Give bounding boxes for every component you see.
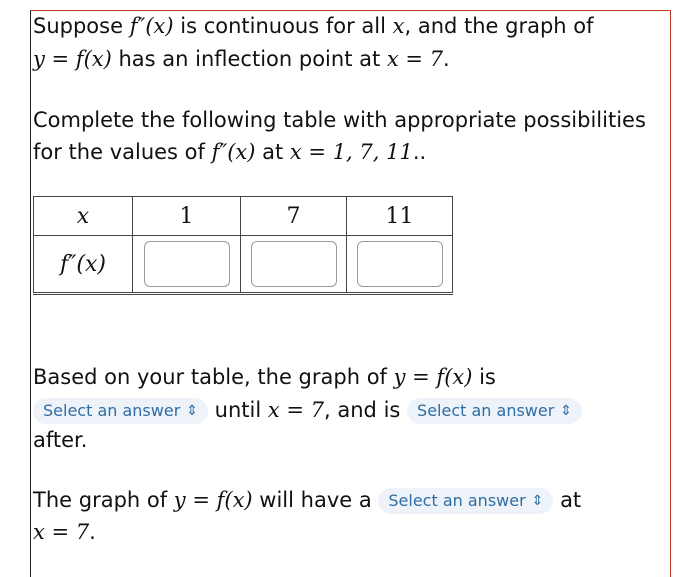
fpp-at-1-input[interactable] [144, 241, 230, 287]
text-continuous: is continuous for all [173, 14, 393, 38]
table-input-row [34, 236, 453, 294]
text-double-period: .. [412, 140, 427, 164]
text-at: at [255, 140, 290, 164]
row-label-fpp: f″(x) [34, 236, 133, 294]
math-x-eq-7-2: x = 7 [267, 398, 325, 422]
text-is: is [472, 365, 496, 389]
fpp-at-7-input[interactable] [251, 241, 337, 287]
text-period-2: . [89, 520, 96, 544]
select-label-3: Select an answer [388, 491, 526, 510]
select-label-2: Select an answer [417, 401, 555, 420]
problem-line-2 [33, 43, 450, 76]
concavity-after-select[interactable] [407, 398, 582, 424]
header-x: x [34, 197, 133, 236]
chevron-updown-icon: ⇕ [560, 403, 573, 419]
header-1: 1 [133, 197, 241, 236]
table-header-row [34, 197, 453, 236]
chevron-updown-icon: ⇕ [186, 403, 198, 419]
text-at-2: at [553, 488, 582, 512]
fpp-at-11-input[interactable] [357, 241, 443, 287]
math-fpp: f″(x) [129, 14, 174, 38]
math-y-eq-fx-2: y = f(x) [393, 365, 473, 389]
text-inflection: has an inflection point at [111, 47, 387, 71]
text-period: . [443, 47, 450, 71]
point-type-select[interactable] [378, 488, 553, 514]
math-x-eq-7: x = 7 [386, 47, 444, 71]
text-graph-of-2: The graph of [33, 488, 174, 512]
math-fpp-2: f″(x) [211, 140, 256, 164]
q3-line-2 [33, 516, 96, 549]
problem-line-1 [33, 10, 594, 43]
math-x-values: x = 1, 7, 11 [289, 140, 413, 164]
chevron-updown-icon: ⇕ [531, 493, 544, 509]
q3-line-1 [33, 484, 581, 517]
text-until: until [208, 398, 268, 422]
text-values-of: for the values of [33, 140, 212, 164]
math-x-eq-7-3: x = 7 [33, 520, 90, 544]
q2-line-1 [33, 361, 496, 394]
math-y-eq-fx: y = f(x) [33, 47, 112, 71]
values-table [33, 196, 453, 295]
header-11: 11 [347, 197, 453, 236]
text-and-is: , and is [324, 398, 408, 422]
q2-line-2 [33, 394, 582, 427]
header-7: 7 [241, 197, 347, 236]
text-suppose: Suppose [33, 14, 124, 38]
text-will-have: will have a [252, 488, 379, 512]
cell-11 [347, 236, 453, 294]
cell-1 [133, 236, 241, 294]
math-y-eq-fx-3: y = f(x) [173, 488, 253, 512]
math-x: x [392, 14, 405, 38]
cell-7 [241, 236, 347, 294]
select-label-1: Select an answer [43, 401, 181, 420]
problem-line-4 [33, 136, 426, 169]
q2-line-3: after. [33, 428, 88, 452]
concavity-before-select[interactable] [33, 398, 208, 424]
problem-line-3: Complete the following table with appropriate possibilities [33, 108, 646, 132]
text-graph-of: , and the graph of [404, 14, 594, 38]
text-based-on: Based on your table, the graph of [33, 365, 394, 389]
